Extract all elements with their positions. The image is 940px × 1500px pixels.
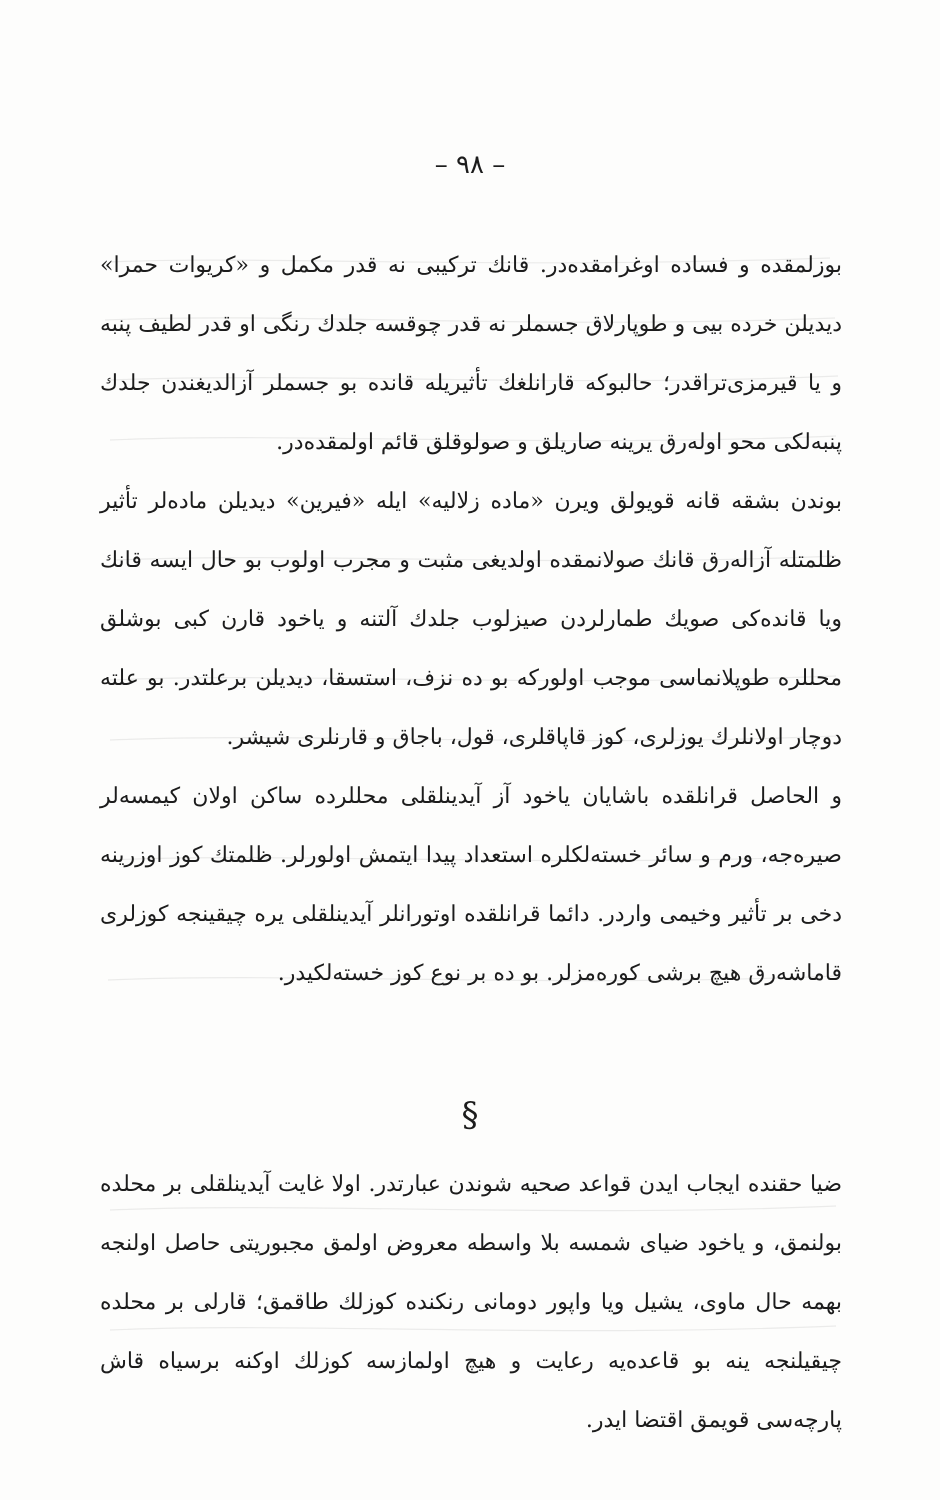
paragraph-3: و الحاصل قرانلقده باشايان ياخود آز آيدينلقلی محللرده ساكن اولان كيمسه‌لر صيره‌جه، ورم و سائر خسته‌لكلره استعداد پيدا ايتمش اولورلر. ظلمتك كوز اوزرينه دخی بر تأثير وخيمی واردر. دائما قرانلقده اوتورانلر آيدينلقلی يره چيقينجه كوزلری قاماشه‌رق هيچ برشی كوره‌مزلر. بو ده بر نوع كوز خسته‌لكيدر. [100, 784, 842, 986]
section-paragraph-1: ضيا حقنده ايجاب ايدن قواعد صحيه شوندن عبارتدر. اولا غايت آيدينلقلی بر محلده بولنمق، و ياخود ضيای شمسه بلا واسطه معروض اولمق مجبوريتی حاصل اولنجه بهمه حال ماوی، يشيل ويا واپور دومانی رنكنده كوزلك طاقمق؛ قارلی بر محلده چيقيلنجه ينه بو قاعده‌يه رعايت و هيچ اولمازسه كوزلك اوكنه برسياه قاش پارچه‌سی قويمق اقتضا ايدر. [100, 1172, 842, 1433]
paragraph-2: بوندن بشقه قانه قويولق ويرن «ماده زلاليه» ايله «فيرين» ديديلن ماده‌لر تأثير ظلمتله آزاله‌رق قانك صولانمقده اولديغی مثبت و مجرب اولوب بو حال ايسه قانك ويا قانده‌كی صويك طمارلردن صيزلوب جلدك آلتنه و ياخود قارن كبی بوشلق محللره طوپلانماسی موجب اولوركه بو ده نزف، استسقا، ديديلن برعلتدر. بو علته دوچار اولانلرك يوزلری، كوز قاپاقلری، قول، باجاق و قارنلری شيشر. [100, 489, 842, 750]
main-text [100, 236, 842, 1003]
page-number: – ٩٨ – [434, 150, 506, 180]
section-text [100, 1155, 842, 1450]
section-sign: § [461, 1095, 479, 1135]
paragraph-1: بوزلمقده و فساده اوغرامقده‌در. قانك تركيبی نه قدر مكمل و «كريوات حمرا» ديديلن خرده بيی و طوپارلاق جسملر نه قدر چوقسه جلدك رنگی او قدر لطيف پنبه و يا قيرمزی‌تراقدر؛ حالبوكه قارانلغك تأثيريله قانده بو جسملر آزالديغندن جلدك پنبه‌لكی محو اوله‌رق يرينه صاريلق و صولوقلق قائم اولمقده‌در. [100, 253, 842, 455]
